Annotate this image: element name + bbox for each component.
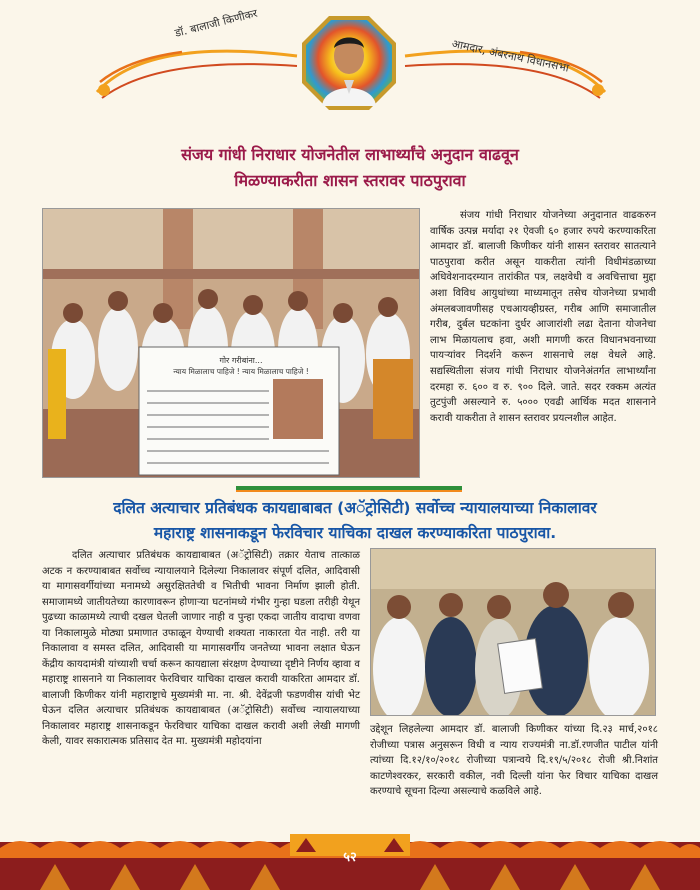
header-name-right: आमदार, अंबरनाथ विधानसभा [450,37,571,75]
left-swirl-ornament [92,34,302,104]
article1-title-line2: मिळण्याकरीता शासन स्तरावर पाठपुरावा [234,171,466,190]
article2-title [40,496,670,546]
header-name-left: डॉ. बालाजी किणीकर [173,6,259,40]
right-swirl-ornament [400,34,610,104]
article2-body-left: दलित अत्याचार प्रतिबंधक कायद्याबाबत (अॅट्रोसिटी) तक्रार येताच तात्काळ अटक न करण्याबाबत सर्वोच्च न्यायालयाने दिलेल्या निकालावर संपूर्ण दलित, आदिवासी या मागासवर्गीयांच्या मनामध्ये असुरक्षिततेची व भितीची भावना निर्माण झाली होती. समाजामध्ये जातीयतेच्या कारणावरून होणाऱ्या घटनांमध्ये गंभीर गुन्हा घडला तरीही येथून पुढच्या काळामध्ये त्याची दखल घेतली जाणार नाही व पुन्हा एकदा जातीय वादाचा वणवा या निकालामुळे मोठ्या प्रमाणात उफाळून येण्याची शक्यता नाकारता येत नाही. तरी या निकालावा व समस्त दलित, आदिवासी या मागासवर्गीय जनतेच्या भावना लक्षात घेऊन केंद्रीय कायदामंत्री यांच्याशी चर्चा करून कायद्याला संरक्षण देण्याच्या दृष्टीने निर्णय व्हावा व महाराष्ट्र शासनाने या निकालावर फेरविचार याचिका दाखल करावी याकरिता आमदार डॉ. बालाजी किणीकर यांनी महाराष्ट्राचे मुख्यमंत्री मा. ना. श्री. देवेंद्रजी फडणवीस यांची भेट घेऊन दलित अत्याचार प्रतिबंधक कायद्याबाबत (अॅट्रोसिटी) सर्वोच्च न्यायालयाच्या निकालावर महाराष्ट्र शासनाकडून फेरविचार याचिका दाखल करावी अशी लेखी मागणी केली, यावर सकारात्मक प्रतिसाद देत मा. मुख्यमंत्री महोदयांना [42,550,360,747]
article2-title-line1: दलित अत्याचार प्रतिबंधक कायद्याबाबत (अॅट्रोसिटी) सर्वोच्च न्यायालयाच्या निकालावर [113,499,597,517]
meeting-photo [370,548,656,716]
article1-title [40,142,660,194]
portrait-medallion [300,14,398,112]
banner-line1: गोर गरीबांना... [219,356,263,365]
section-divider [236,486,462,490]
banner-line2: न्याय मिळालाच पाहिजे ! न्याय मिळालाच पाहिजे ! [173,367,309,376]
meeting-photo-illustration [371,549,656,716]
article1-title-line1: संजय गांधी निराधार योजनेतील लाभार्थ्यांचे अनुदान वाढवून [181,145,519,164]
page-header [0,0,700,128]
protest-photo-illustration [43,209,420,478]
article1-body: संजय गांधी निराधार योजनेच्या अनुदानात वाढकरुन वार्षिक उत्पन्न मर्यादा २१ ऐवजी ६० हजार रुपये करण्याकरिता आमदार डॉ. बालाजी किणीकर यांनी शासन स्तरावर सातत्याने पाठपुरावा करीत असून याकरीता त्यांनी विधीमंडळाच्या अधिवेशनादरम्यान तारांकीत पत्र, लक्षवेधी व अवचित्ताचा मुद्दा अशा विविध आयुधांच्या माध्यमातून तसेच योजनेच्या प्रभावी अंमलबजावणीसह एचआयव्हीग्रस्त, गरीब आणि समाजातील गरीब, दुर्बल घटकांना दुर्धर आजारांशी लढा देताना योजनेचा लाभ मिळायलाच हवा, अशी मागणी करत विधानभवनाच्या पायऱ्यांवर निदर्शने करून शासनाचे लक्ष वेधले आहे. सद्यस्थितीला संजय गांधी निराधार योजनेअंतर्गत लाभार्थ्यांना दरमहा रु. ६०० व रु. ९०० दिले. जाते. सदर रक्कम अत्यंत तुटपुंजी असल्याने रु. ५००० एवढी आर्थिक मदत शासनाने करावी याकरीता ते शासन स्तरावर प्रयत्नशील आहेत. [430,210,656,424]
article2-body-right: उद्देशून लिहलेल्या आमदार डॉ. बालाजी किणीकर यांच्या दि.२३ मार्च,२०१८ रोजीच्या पत्रास अनुसरून विधी व न्याय राज्यमंत्री ना.डॉ.रणजीत पाटील यांनी त्यांच्या दि.१२/१०/२०१८ रोजीच्या पत्रान्वये दि.१९/५/२०१८ रोजी श्री.निशांत काटणेश्वरकर, सरकारी वकील, नवी दिल्ली यांना फेर विचार याचिका दाखल करण्याचे सूचना दिल्या असल्याचे कळविले आहे. [370,724,658,797]
protest-photo [42,208,420,478]
page-number: ५२ [343,850,357,865]
article2-title-line2: महाराष्ट्र शासनाकडून फेरविचार याचिका दाखल करण्याकरिता पाठपुरावा. [153,524,557,542]
